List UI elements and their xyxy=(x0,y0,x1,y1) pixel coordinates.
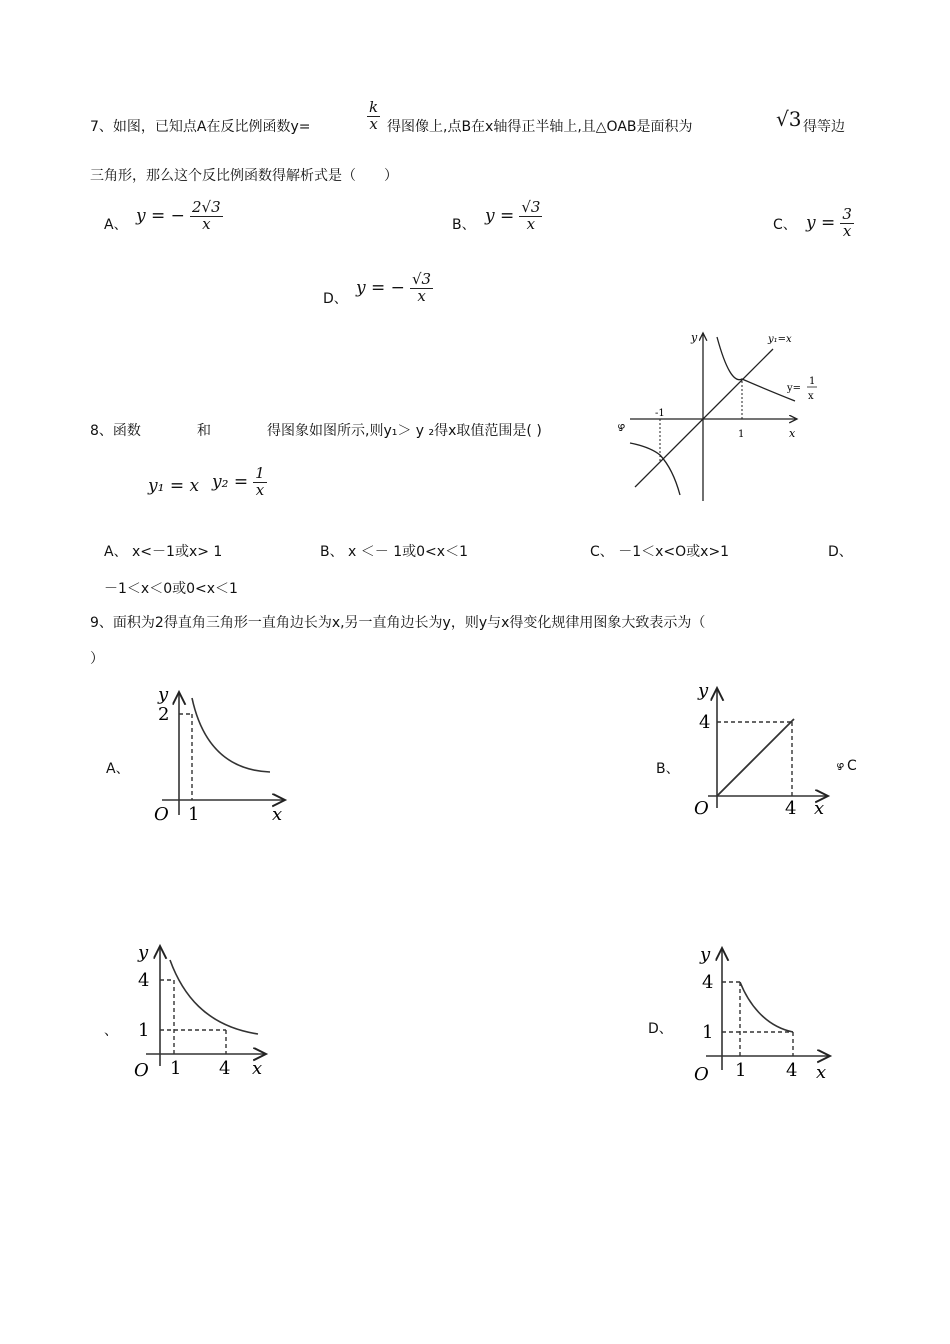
q9a-tick-y: 2 xyxy=(158,704,170,725)
q8-curve-label-den: x xyxy=(808,391,814,402)
q9-graph-c[interactable] xyxy=(130,938,275,1086)
q7-option-d-label[interactable]: D、 xyxy=(323,291,348,307)
q9-stem-line1: 9、面积为2得直角三角形一直角边长为x,另一直角边长为y，则y与x得变化规律用图象大致表示为（ xyxy=(90,615,706,631)
q8-hyperbola-branch-2 xyxy=(630,443,680,495)
q9d-tick-x4: 4 xyxy=(786,1060,798,1081)
q7-k-over-x: $\frac{k}{x}$ xyxy=(369,98,379,133)
q8-marker-icon: ഴ xyxy=(617,420,625,434)
q9a-x-label: x xyxy=(272,804,283,825)
q9d-y-label: y xyxy=(700,944,711,965)
q9a-curve xyxy=(192,698,270,772)
q8-text-b: 得图象如图所示,则y₁＞ y ₂得x取值范围是( ) xyxy=(267,423,542,439)
q9d-origin: O xyxy=(694,1064,709,1085)
q7-option-a-label[interactable]: A、 xyxy=(104,217,128,233)
q7-option-c-label[interactable]: C、 xyxy=(773,217,797,233)
q9c-x-label: x xyxy=(252,1058,263,1079)
q9c-origin: O xyxy=(134,1060,149,1081)
q7-option-b-expr[interactable]: y = $\frac{√3}{x}$ xyxy=(485,198,541,233)
q9c-tick-y1: 1 xyxy=(138,1020,150,1041)
q9a-y-label: y xyxy=(158,684,169,705)
q9-option-b-label[interactable]: B、 xyxy=(656,761,680,777)
q8-option-d-label[interactable]: D、 xyxy=(828,544,853,560)
q8-option-a[interactable]: A、 x<－1或x> 1 xyxy=(104,544,223,560)
q9d-x-label: x xyxy=(816,1062,827,1083)
q9b-y-label: y xyxy=(698,680,709,701)
q8-option-d-text[interactable]: －1＜x＜0或0<x＜1 xyxy=(104,581,238,597)
q8-tick-neg: -1 xyxy=(655,408,665,419)
q8-graph xyxy=(625,325,830,505)
q9-graph-d[interactable] xyxy=(690,940,835,1088)
q9d-tick-x1: 1 xyxy=(735,1060,747,1081)
q7-sqrt3: √3 xyxy=(776,107,802,131)
q9b-x-label: x xyxy=(814,798,825,819)
q8-y-label: y xyxy=(691,331,698,344)
q7-text-a: 7、如图，已知点A在反比例函数y= xyxy=(90,119,311,135)
q8-hyperbola-branch-1 xyxy=(717,337,795,401)
q8-curve-label-lhs: y= xyxy=(787,383,802,394)
q8-x-label: x xyxy=(789,427,796,440)
q9c-y-label: y xyxy=(138,942,149,963)
q9c-curve xyxy=(170,960,258,1034)
q9d-tick-y4: 4 xyxy=(702,972,714,993)
q9-option-c-tail[interactable]: 、 xyxy=(104,1023,118,1039)
q7-option-c-expr[interactable]: y = $\frac{3}{x}$ xyxy=(806,205,852,240)
q9-option-d-label[interactable]: D、 xyxy=(648,1021,673,1037)
q9c-tick-x1: 1 xyxy=(170,1058,182,1079)
q9d-tick-y1: 1 xyxy=(702,1022,714,1043)
q9-graph-b[interactable] xyxy=(690,676,835,824)
q9-graph-a[interactable] xyxy=(150,680,295,825)
q9a-tick-x: 1 xyxy=(188,804,200,825)
q9c-tick-x4: 4 xyxy=(219,1058,231,1079)
q9d-curve xyxy=(740,982,793,1032)
q9b-tick-y: 4 xyxy=(699,712,711,733)
q7-option-a-expr[interactable]: y = − $\frac{2√3}{x}$ xyxy=(136,198,221,233)
q8-text-a: 8、函数 xyxy=(90,423,141,439)
q8-formula-y2: y₂ = $\frac{1}{x}$ xyxy=(212,464,265,499)
q9c-tick-y4: 4 xyxy=(138,970,150,991)
q9-stem-line2: ） xyxy=(90,651,104,667)
q8-option-b[interactable]: B、 x ＜－ 1或0<x＜1 xyxy=(320,544,468,560)
q7-text-c: 得等边 xyxy=(803,119,845,135)
q8-tick-pos: 1 xyxy=(738,429,745,440)
q7-option-b-label[interactable]: B、 xyxy=(452,217,476,233)
q9b-origin: O xyxy=(694,798,709,819)
q7-stem-line2: 三角形，那么这个反比例函数得解析式是（ ） xyxy=(90,168,398,184)
q9a-origin: O xyxy=(154,804,169,825)
q9-option-a-label[interactable]: A、 xyxy=(106,761,130,777)
q8-formula-y1: y₁ = x xyxy=(148,476,200,496)
q8-curve-label-num: 1 xyxy=(809,376,816,387)
q9-option-c-label[interactable]: C xyxy=(847,758,857,774)
q7-stem-line1 xyxy=(90,116,311,136)
q8-text-and: 和 xyxy=(197,423,211,439)
q8-option-c[interactable]: C、 －1＜x<O或x>1 xyxy=(590,544,730,560)
q9-marker-icon: ഴ xyxy=(836,759,844,773)
q9b-tick-x: 4 xyxy=(785,798,797,819)
q7-option-d-expr[interactable]: y = − $\frac{√3}{x}$ xyxy=(356,270,432,305)
q8-line-label: y₁=x xyxy=(768,334,792,345)
q9b-line xyxy=(717,719,794,796)
q7-text-b: 得图像上,点B在x轴得正半轴上,且△OAB是面积为 xyxy=(387,119,693,135)
